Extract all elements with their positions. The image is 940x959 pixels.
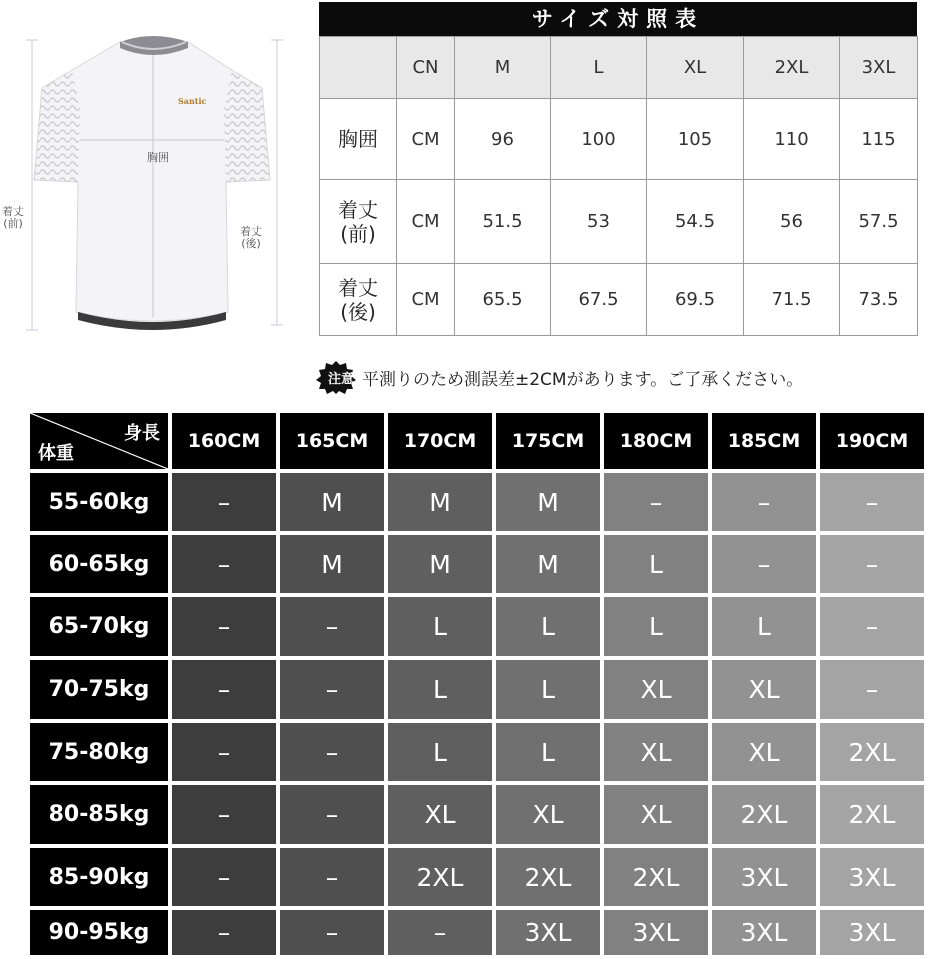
column-header: 3XL: [840, 37, 918, 99]
size-cell: L: [388, 660, 492, 719]
size-cell: –: [172, 535, 276, 593]
table-row: [320, 180, 918, 264]
weight-row-label: 85-90kg: [30, 848, 168, 906]
size-cell: L: [388, 597, 492, 656]
size-cell: –: [172, 785, 276, 844]
size-cell: –: [280, 597, 384, 656]
value-cell: 73.5: [840, 264, 918, 336]
column-header: 2XL: [744, 37, 840, 99]
size-chart-table: [319, 36, 918, 336]
size-cell: –: [280, 723, 384, 781]
brand-logo: Santic: [178, 96, 207, 106]
size-cell: 2XL: [496, 848, 600, 906]
row-label: 着丈 (後): [320, 264, 397, 336]
size-cell: XL: [712, 723, 816, 781]
height-header: 185CM: [712, 413, 816, 469]
unit-cell: CM: [397, 180, 455, 264]
chest-label: 胸囲: [147, 151, 169, 164]
size-chart-title: サイズ対照表: [319, 2, 917, 36]
size-cell: –: [172, 848, 276, 906]
size-cell: –: [820, 473, 924, 531]
value-cell: 54.5: [647, 180, 744, 264]
size-cell: –: [820, 597, 924, 656]
size-cell: XL: [712, 660, 816, 719]
size-cell: M: [280, 473, 384, 531]
corner-cell: [30, 413, 168, 469]
table-row: [30, 535, 924, 593]
value-cell: 100: [551, 99, 647, 180]
weight-axis-label: 体重: [38, 443, 74, 464]
back-length-label: 着丈 (後): [240, 225, 262, 250]
value-cell: 71.5: [744, 264, 840, 336]
height-header: 180CM: [604, 413, 708, 469]
size-cell: 3XL: [712, 910, 816, 955]
value-cell: 105: [647, 99, 744, 180]
size-cell: L: [496, 597, 600, 656]
weight-row-label: 60-65kg: [30, 535, 168, 593]
size-cell: M: [388, 535, 492, 593]
height-header: 165CM: [280, 413, 384, 469]
note-badge-text: 注意: [327, 372, 354, 387]
size-cell: XL: [388, 785, 492, 844]
table-row: [320, 99, 918, 180]
size-cell: M: [496, 473, 600, 531]
table-row: [320, 264, 918, 336]
column-header: CN: [397, 37, 455, 99]
size-cell: 3XL: [820, 848, 924, 906]
size-cell: M: [496, 535, 600, 593]
size-cell: XL: [604, 723, 708, 781]
value-cell: 67.5: [551, 264, 647, 336]
jersey-image: [0, 0, 310, 360]
size-cell: –: [820, 660, 924, 719]
height-header: 175CM: [496, 413, 600, 469]
table-row: [30, 785, 924, 844]
height-axis-label: 身長: [124, 423, 160, 444]
jersey-illustration: [0, 0, 310, 360]
table-row: [30, 848, 924, 906]
height-header: 170CM: [388, 413, 492, 469]
size-cell: L: [604, 535, 708, 593]
size-cell: –: [712, 473, 816, 531]
column-header: M: [455, 37, 551, 99]
value-cell: 110: [744, 99, 840, 180]
size-cell: L: [604, 597, 708, 656]
size-cell: –: [172, 723, 276, 781]
weight-row-label: 75-80kg: [30, 723, 168, 781]
height-header: 190CM: [820, 413, 924, 469]
measurement-note: [314, 360, 803, 394]
size-chart: [319, 2, 917, 336]
size-cell: 2XL: [712, 785, 816, 844]
table-row: [30, 910, 924, 955]
size-cell: –: [172, 910, 276, 955]
unit-cell: CM: [397, 264, 455, 336]
value-cell: 53: [551, 180, 647, 264]
weight-row-label: 70-75kg: [30, 660, 168, 719]
size-cell: XL: [604, 785, 708, 844]
size-cell: L: [388, 723, 492, 781]
unit-cell: CM: [397, 99, 455, 180]
size-cell: –: [280, 660, 384, 719]
value-cell: 57.5: [840, 180, 918, 264]
size-cell: 2XL: [388, 848, 492, 906]
size-cell: –: [712, 535, 816, 593]
size-cell: –: [280, 910, 384, 955]
value-cell: 69.5: [647, 264, 744, 336]
value-cell: 56: [744, 180, 840, 264]
table-row: [30, 723, 924, 781]
column-header: XL: [647, 37, 744, 99]
fit-chart: [30, 413, 940, 955]
front-length-label: 着丈 (前): [2, 205, 24, 230]
size-cell: –: [280, 848, 384, 906]
size-cell: L: [496, 660, 600, 719]
value-cell: 65.5: [455, 264, 551, 336]
size-cell: 3XL: [496, 910, 600, 955]
size-cell: 2XL: [820, 723, 924, 781]
size-cell: –: [172, 597, 276, 656]
size-cell: L: [712, 597, 816, 656]
column-header: L: [551, 37, 647, 99]
size-cell: –: [604, 473, 708, 531]
size-cell: M: [388, 473, 492, 531]
height-header: 160CM: [172, 413, 276, 469]
fit-chart-table: [26, 409, 928, 959]
note-badge: [314, 360, 358, 394]
weight-row-label: 90-95kg: [30, 910, 168, 955]
row-label: 胸囲: [320, 99, 397, 180]
size-cell: –: [172, 660, 276, 719]
header-blank: [320, 37, 397, 99]
size-cell: –: [820, 535, 924, 593]
size-cell: L: [496, 723, 600, 781]
weight-row-label: 80-85kg: [30, 785, 168, 844]
size-cell: 3XL: [712, 848, 816, 906]
size-cell: XL: [496, 785, 600, 844]
size-cell: 3XL: [604, 910, 708, 955]
table-row: [30, 473, 924, 531]
size-cell: –: [388, 910, 492, 955]
weight-row-label: 65-70kg: [30, 597, 168, 656]
value-cell: 115: [840, 99, 918, 180]
table-row: [30, 597, 924, 656]
value-cell: 96: [455, 99, 551, 180]
value-cell: 51.5: [455, 180, 551, 264]
table-row: [30, 660, 924, 719]
fit-chart-header-row: [30, 413, 924, 469]
size-cell: –: [280, 785, 384, 844]
size-cell: XL: [604, 660, 708, 719]
size-cell: 2XL: [820, 785, 924, 844]
size-cell: 2XL: [604, 848, 708, 906]
row-label: 着丈 (前): [320, 180, 397, 264]
size-cell: –: [172, 473, 276, 531]
weight-row-label: 55-60kg: [30, 473, 168, 531]
size-cell: M: [280, 535, 384, 593]
size-chart-header-row: [320, 37, 918, 99]
size-cell: 3XL: [820, 910, 924, 955]
note-text: 平測りのため測誤差±2CMがあります。ご了承ください。: [362, 369, 804, 390]
